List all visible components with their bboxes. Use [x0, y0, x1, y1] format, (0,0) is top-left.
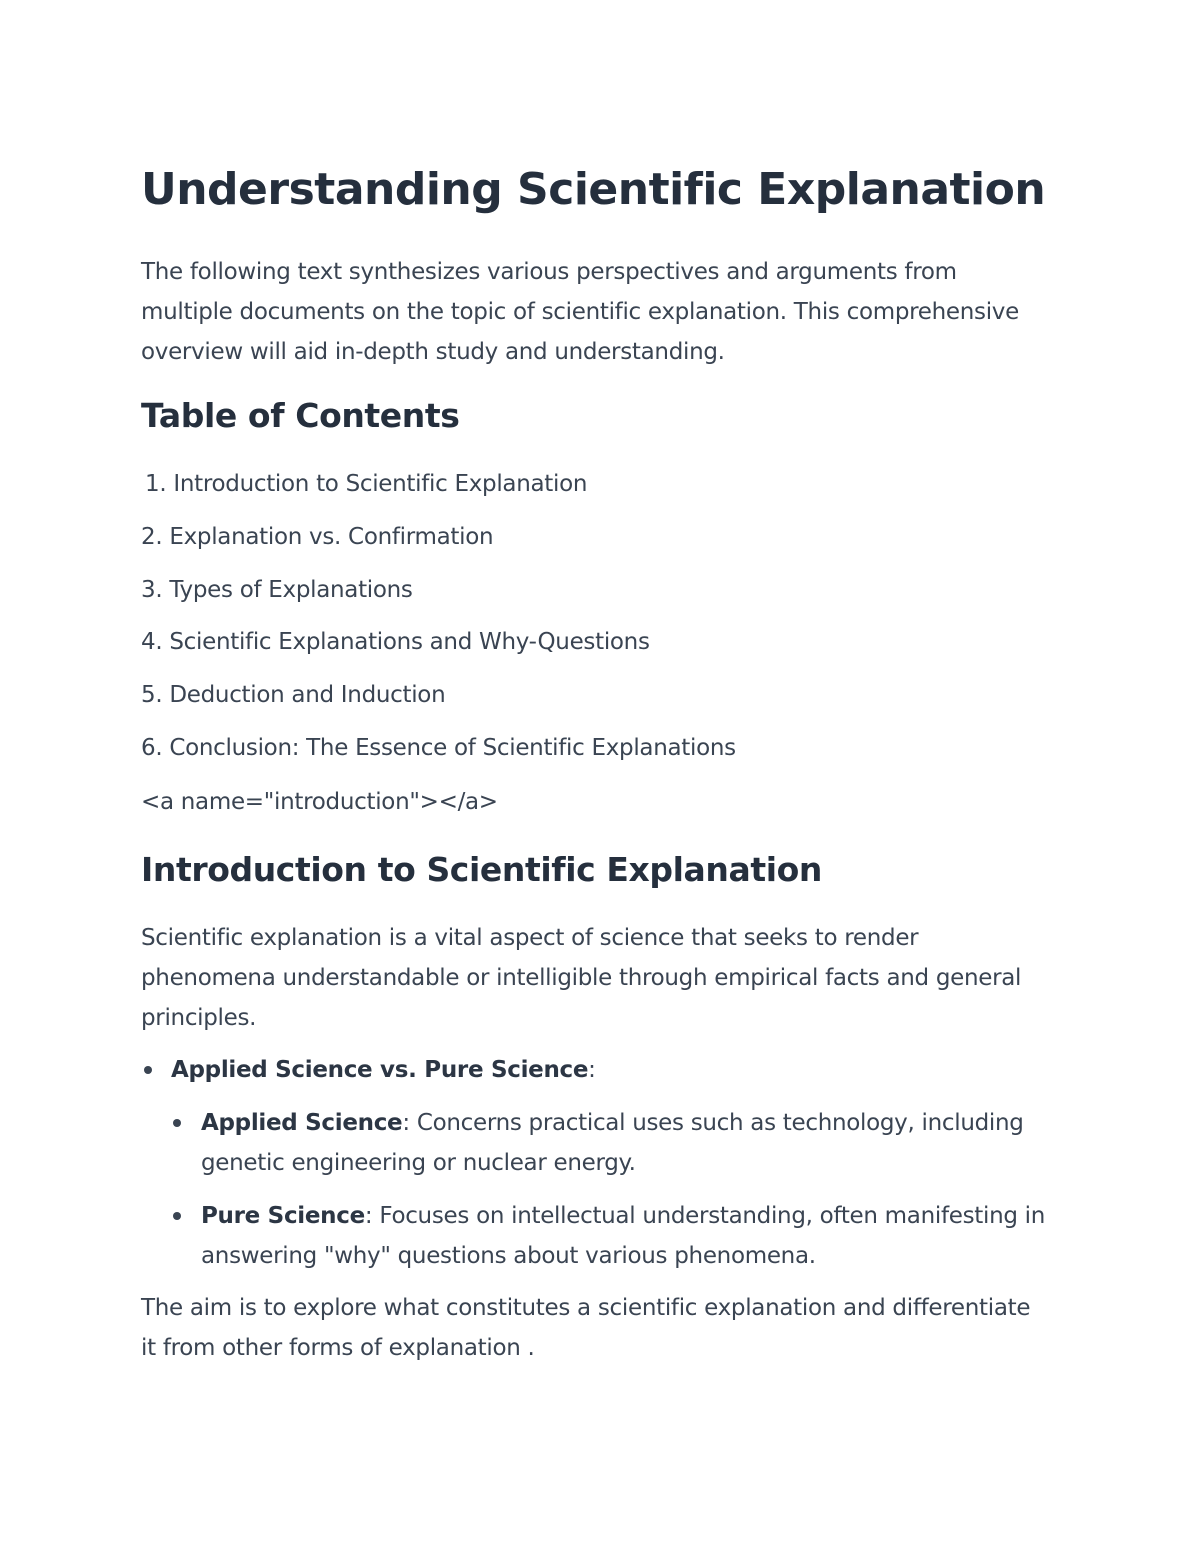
toc-item-label: Types of Explanations: [169, 577, 413, 603]
toc-item-2[interactable]: [141, 521, 493, 553]
bullet-dot-icon: [173, 1119, 181, 1127]
toc-item-number: 4.: [141, 629, 163, 655]
closing-paragraph: The aim is to explore what constitutes a scientific explanation and differentiate it from other forms of explanation .: [141, 1295, 1031, 1361]
bullet-dot-icon: [144, 1066, 152, 1074]
toc-item-number: 5.: [141, 682, 163, 708]
toc-heading: Table of Contents: [141, 396, 460, 435]
section-paragraph: Scientific explanation is a vital aspect of science that seeks to render phenomena understandable or intelligible through empirical facts and general principles.: [141, 925, 1022, 1031]
intro-paragraph: The following text synthesizes various perspectives and arguments from multiple documents on the topic of scientific explanation. This comprehensive overview will aid in-depth study and understanding.: [141, 259, 1019, 365]
bullet-text: : Concerns practical uses such as technology, including genetic engineering or nuclear energy.: [201, 1110, 1024, 1176]
bullet-term: Applied Science: [201, 1110, 403, 1136]
toc-item-5[interactable]: [141, 679, 445, 711]
toc-item-label: Introduction to Scientific Explanation: [173, 471, 588, 497]
toc-item-3[interactable]: [141, 574, 413, 606]
anchor-markup-text: <a name="introduction"></a>: [141, 789, 498, 815]
bullet-term: Pure Science: [201, 1203, 365, 1229]
list-item: [201, 1196, 1061, 1276]
document-title: Understanding Scientific Explanation: [141, 164, 1046, 215]
bullet-label: Applied Science vs. Pure Science: [171, 1057, 589, 1083]
toc-item-label: Explanation vs. Confirmation: [169, 524, 494, 550]
list-item: [201, 1103, 1041, 1183]
toc-item-label: Conclusion: The Essence of Scientific Explanations: [169, 735, 736, 761]
toc-item-number: 3.: [141, 577, 163, 603]
bullet-dot-icon: [173, 1212, 181, 1220]
section-heading: Introduction to Scientific Explanation: [141, 850, 823, 889]
toc-item-number: 6.: [141, 735, 163, 761]
bullet-text: : Focuses on intellectual understanding, often manifesting in answering "why" questions about various phenomena.: [201, 1203, 1046, 1269]
list-item: [171, 1050, 1041, 1090]
bullet-suffix: :: [588, 1057, 596, 1083]
toc-item-number: 2.: [141, 524, 163, 550]
toc-item-6[interactable]: [141, 732, 736, 764]
toc-item-4[interactable]: [141, 626, 650, 658]
toc-item-1[interactable]: [145, 468, 587, 500]
toc-item-number: 1.: [145, 471, 167, 497]
toc-item-label: Deduction and Induction: [169, 682, 446, 708]
toc-item-label: Scientific Explanations and Why-Questions: [169, 629, 650, 655]
